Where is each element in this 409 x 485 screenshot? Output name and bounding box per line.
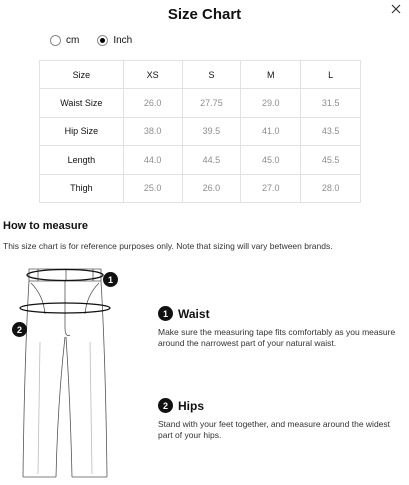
row-label: Hip Size [40,117,124,145]
unit-option-inch[interactable] [97,35,132,46]
column-header: L [301,61,361,89]
size-table [39,60,361,203]
column-header: S [182,61,241,89]
column-header: Size [40,61,124,89]
step-number-2: 2 [158,398,173,413]
table-cell: 38.0 [123,117,182,145]
waist-marker: 1 [103,272,118,287]
row-label: Waist Size [40,89,124,117]
table-cell: 31.5 [301,89,361,117]
table-cell: 26.0 [182,174,241,202]
reference-note: This size chart is for reference purposes only. Note that sizing will vary between brands. [3,241,333,251]
table-cell: 43.5 [301,117,361,145]
step-number-1: 1 [158,306,173,321]
table-cell: 26.0 [123,89,182,117]
unit-selector [50,35,150,46]
column-header: XS [123,61,182,89]
hips-title: Hips [178,398,205,413]
table-cell: 45.0 [241,146,301,174]
unit-label-cm: cm [66,35,80,46]
table-row [40,174,361,202]
radio-cm[interactable] [50,35,61,46]
unit-option-cm[interactable] [50,35,79,46]
table-cell: 27.75 [182,89,241,117]
table-row [40,117,361,145]
table-cell: 25.0 [123,174,182,202]
table-row [40,89,361,117]
table-cell: 27.0 [241,174,301,202]
hips-section [158,398,398,441]
table-row [40,146,361,174]
table-cell: 44.0 [123,146,182,174]
radio-inch[interactable] [97,35,108,46]
waist-title: Waist [178,306,210,321]
pants-icon [8,262,128,480]
table-header-row [40,61,361,89]
pants-illustration [8,262,128,485]
row-label: Length [40,146,124,174]
row-label: Thigh [40,174,124,202]
table-cell: 41.0 [241,117,301,145]
page-title: Size Chart [167,6,242,23]
table-cell: 44.5 [182,146,241,174]
how-to-measure-title: How to measure [3,220,88,232]
table-cell: 28.0 [301,174,361,202]
column-header: M [241,61,301,89]
waist-description: Make sure the measuring tape fits comfortably as you measure around the narrowest part of your natural waist. [158,327,396,348]
table-cell: 29.0 [241,89,301,117]
table-cell: 39.5 [182,117,241,145]
unit-label-inch: Inch [113,35,133,46]
table-cell: 45.5 [301,146,361,174]
waist-section [158,306,398,349]
hips-description: Stand with your feet together, and measure around the widest part of your hips. [158,419,391,440]
hips-marker: 2 [12,322,27,337]
